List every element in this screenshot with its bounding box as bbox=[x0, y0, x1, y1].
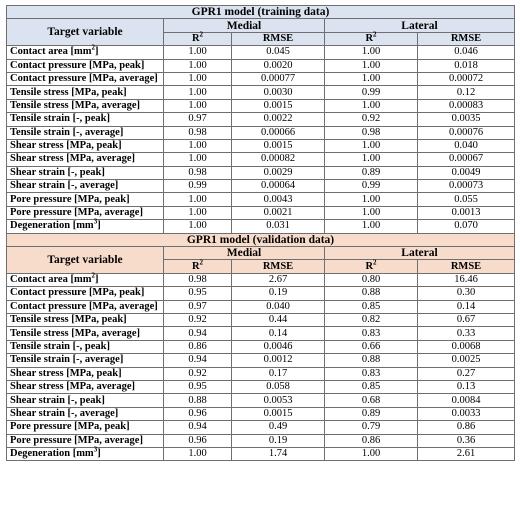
target-variable-cell: Contact area $[mm^2]$ bbox=[7, 273, 164, 286]
training-section bbox=[7, 6, 515, 46]
validation-section bbox=[7, 233, 515, 273]
lateral-r2-cell: 0.89 bbox=[325, 166, 418, 179]
medial-r2-header: $R^2$ bbox=[164, 32, 232, 45]
table-row bbox=[7, 153, 515, 166]
table-row bbox=[7, 313, 515, 326]
lateral-r2-cell: 1.00 bbox=[325, 72, 418, 85]
lateral-r2-cell: 1.00 bbox=[325, 193, 418, 206]
table-row bbox=[7, 380, 515, 393]
table-row bbox=[7, 340, 515, 353]
medial-r2-cell: 0.94 bbox=[164, 421, 232, 434]
medial-r2-cell: 1.00 bbox=[164, 59, 232, 72]
lateral-r2-cell: 1.00 bbox=[325, 139, 418, 152]
target-variable-cell: Contact area $[mm^2]$ bbox=[7, 46, 164, 59]
target-variable-cell: Contact pressure [MPa, peak] bbox=[7, 59, 164, 72]
lateral-rmse-cell: 0.040 bbox=[418, 139, 515, 152]
medial-rmse-cell: 0.0020 bbox=[232, 59, 325, 72]
table-row bbox=[7, 99, 515, 112]
medial-r2-header: $R^2$ bbox=[164, 260, 232, 273]
lateral-r2-cell: 0.88 bbox=[325, 354, 418, 367]
lateral-r2-cell: 0.68 bbox=[325, 394, 418, 407]
medial-rmse-header: RMSE bbox=[232, 32, 325, 45]
medial-r2-cell: 1.00 bbox=[164, 86, 232, 99]
lateral-r2-header: $R^2$ bbox=[325, 32, 418, 45]
medial-r2-cell: 1.00 bbox=[164, 206, 232, 219]
medial-r2-cell: 0.98 bbox=[164, 126, 232, 139]
table-row bbox=[7, 300, 515, 313]
lateral-rmse-cell: 0.055 bbox=[418, 193, 515, 206]
target-variable-cell: Pore pressure [MPa, average] bbox=[7, 434, 164, 447]
target-variable-header: Target variable bbox=[7, 19, 164, 46]
target-variable-cell: Tensile strain [-, average] bbox=[7, 354, 164, 367]
lateral-rmse-cell: 0.30 bbox=[418, 287, 515, 300]
lateral-r2-cell: 0.82 bbox=[325, 313, 418, 326]
table-row bbox=[7, 113, 515, 126]
medial-r2-cell: 0.92 bbox=[164, 367, 232, 380]
target-variable-cell: Degeneration $[mm^3]$ bbox=[7, 220, 164, 233]
lateral-r2-cell: 0.92 bbox=[325, 113, 418, 126]
lateral-rmse-cell: 0.0049 bbox=[418, 166, 515, 179]
lateral-r2-cell: 0.99 bbox=[325, 86, 418, 99]
lateral-rmse-cell: 0.36 bbox=[418, 434, 515, 447]
lateral-r2-cell: 0.85 bbox=[325, 300, 418, 313]
lateral-rmse-cell: 0.046 bbox=[418, 46, 515, 59]
lateral-rmse-cell: 0.00067 bbox=[418, 153, 515, 166]
table-row bbox=[7, 86, 515, 99]
lateral-r2-cell: 1.00 bbox=[325, 46, 418, 59]
lateral-rmse-cell: 0.00083 bbox=[418, 99, 515, 112]
target-variable-cell: Shear stress [MPa, peak] bbox=[7, 367, 164, 380]
target-variable-cell: Shear strain [-, average] bbox=[7, 180, 164, 193]
medial-rmse-cell: 0.0043 bbox=[232, 193, 325, 206]
lateral-r2-cell: 0.86 bbox=[325, 434, 418, 447]
medial-rmse-cell: 0.49 bbox=[232, 421, 325, 434]
medial-r2-cell: 0.92 bbox=[164, 313, 232, 326]
target-variable-cell: Tensile strain [-, peak] bbox=[7, 340, 164, 353]
results-table bbox=[6, 5, 515, 461]
lateral-rmse-cell: 0.0025 bbox=[418, 354, 515, 367]
lateral-rmse-cell: 0.86 bbox=[418, 421, 515, 434]
target-variable-header: Target variable bbox=[7, 247, 164, 274]
lateral-r2-cell: 1.00 bbox=[325, 447, 418, 460]
medial-r2-cell: 1.00 bbox=[164, 447, 232, 460]
lateral-rmse-cell: 0.00072 bbox=[418, 72, 515, 85]
table-row bbox=[7, 139, 515, 152]
table-row bbox=[7, 72, 515, 85]
table-row bbox=[7, 407, 515, 420]
validation-rows bbox=[7, 273, 515, 460]
target-variable-cell: Tensile strain [-, average] bbox=[7, 126, 164, 139]
target-variable-cell: Shear strain [-, average] bbox=[7, 407, 164, 420]
target-variable-cell: Tensile stress [MPa, average] bbox=[7, 99, 164, 112]
medial-rmse-cell: 0.0021 bbox=[232, 206, 325, 219]
lateral-rmse-cell: 0.0035 bbox=[418, 113, 515, 126]
lateral-r2-cell: 0.66 bbox=[325, 340, 418, 353]
medial-rmse-cell: 0.00064 bbox=[232, 180, 325, 193]
target-variable-cell: Shear stress [MPa, peak] bbox=[7, 139, 164, 152]
lateral-r2-cell: 0.89 bbox=[325, 407, 418, 420]
medial-rmse-cell: 0.0015 bbox=[232, 407, 325, 420]
lateral-r2-cell: 1.00 bbox=[325, 220, 418, 233]
target-variable-cell: Pore pressure [MPa, peak] bbox=[7, 421, 164, 434]
table-row bbox=[7, 367, 515, 380]
medial-r2-cell: 1.00 bbox=[164, 72, 232, 85]
medial-r2-cell: 1.00 bbox=[164, 153, 232, 166]
medial-r2-cell: 0.86 bbox=[164, 340, 232, 353]
lateral-r2-cell: 0.83 bbox=[325, 367, 418, 380]
medial-rmse-cell: 0.0053 bbox=[232, 394, 325, 407]
medial-r2-cell: 1.00 bbox=[164, 193, 232, 206]
lateral-rmse-cell: 0.67 bbox=[418, 313, 515, 326]
medial-rmse-cell: 0.058 bbox=[232, 380, 325, 393]
medial-rmse-cell: 0.14 bbox=[232, 327, 325, 340]
table-row bbox=[7, 421, 515, 434]
medial-r2-cell: 1.00 bbox=[164, 220, 232, 233]
lateral-rmse-cell: 0.27 bbox=[418, 367, 515, 380]
medial-rmse-cell: 0.00077 bbox=[232, 72, 325, 85]
table-row bbox=[7, 126, 515, 139]
lateral-r2-cell: 0.88 bbox=[325, 287, 418, 300]
target-variable-cell: Shear stress [MPa, average] bbox=[7, 153, 164, 166]
target-variable-cell: Shear stress [MPa, average] bbox=[7, 380, 164, 393]
medial-rmse-cell: 0.040 bbox=[232, 300, 325, 313]
section-title: GPR1 model (validation data) bbox=[7, 233, 515, 246]
section-title-row bbox=[7, 233, 515, 246]
target-variable-cell: Pore pressure [MPa, average] bbox=[7, 206, 164, 219]
medial-r2-cell: 1.00 bbox=[164, 46, 232, 59]
medial-rmse-cell: 0.19 bbox=[232, 287, 325, 300]
medial-rmse-cell: 0.00066 bbox=[232, 126, 325, 139]
target-variable-cell: Pore pressure [MPa, peak] bbox=[7, 193, 164, 206]
lateral-r2-cell: 1.00 bbox=[325, 206, 418, 219]
group-header-row bbox=[7, 19, 515, 32]
medial-rmse-cell: 0.0046 bbox=[232, 340, 325, 353]
target-variable-cell: Shear strain [-, peak] bbox=[7, 166, 164, 179]
lateral-rmse-cell: 0.33 bbox=[418, 327, 515, 340]
medial-header: Medial bbox=[164, 247, 325, 260]
lateral-rmse-cell: 16.46 bbox=[418, 273, 515, 286]
medial-rmse-header: RMSE bbox=[232, 260, 325, 273]
table-row bbox=[7, 447, 515, 460]
lateral-rmse-cell: 2.61 bbox=[418, 447, 515, 460]
table-row bbox=[7, 287, 515, 300]
medial-rmse-cell: 0.44 bbox=[232, 313, 325, 326]
table-row bbox=[7, 206, 515, 219]
medial-r2-cell: 0.96 bbox=[164, 407, 232, 420]
section-title-row bbox=[7, 6, 515, 19]
lateral-rmse-cell: 0.0068 bbox=[418, 340, 515, 353]
lateral-r2-cell: 0.85 bbox=[325, 380, 418, 393]
lateral-header: Lateral bbox=[325, 247, 515, 260]
medial-r2-cell: 0.96 bbox=[164, 434, 232, 447]
lateral-r2-cell: 0.99 bbox=[325, 180, 418, 193]
lateral-rmse-cell: 0.018 bbox=[418, 59, 515, 72]
lateral-r2-cell: 1.00 bbox=[325, 153, 418, 166]
medial-rmse-cell: 0.0022 bbox=[232, 113, 325, 126]
medial-r2-cell: 1.00 bbox=[164, 139, 232, 152]
medial-rmse-cell: 2.67 bbox=[232, 273, 325, 286]
medial-r2-cell: 0.94 bbox=[164, 327, 232, 340]
target-variable-cell: Contact pressure [MPa, average] bbox=[7, 72, 164, 85]
lateral-rmse-cell: 0.14 bbox=[418, 300, 515, 313]
lateral-r2-cell: 1.00 bbox=[325, 59, 418, 72]
medial-r2-cell: 0.88 bbox=[164, 394, 232, 407]
medial-r2-cell: 0.97 bbox=[164, 113, 232, 126]
table-row bbox=[7, 166, 515, 179]
medial-rmse-cell: 0.19 bbox=[232, 434, 325, 447]
medial-r2-cell: 0.98 bbox=[164, 273, 232, 286]
lateral-rmse-cell: 0.12 bbox=[418, 86, 515, 99]
target-variable-cell: Contact pressure [MPa, average] bbox=[7, 300, 164, 313]
lateral-rmse-cell: 0.00073 bbox=[418, 180, 515, 193]
medial-header: Medial bbox=[164, 19, 325, 32]
table-row bbox=[7, 327, 515, 340]
medial-r2-cell: 0.95 bbox=[164, 380, 232, 393]
group-header-row bbox=[7, 247, 515, 260]
medial-r2-cell: 0.94 bbox=[164, 354, 232, 367]
lateral-r2-cell: 0.83 bbox=[325, 327, 418, 340]
target-variable-cell: Contact pressure [MPa, peak] bbox=[7, 287, 164, 300]
medial-r2-cell: 0.98 bbox=[164, 166, 232, 179]
table-row bbox=[7, 434, 515, 447]
lateral-r2-header: $R^2$ bbox=[325, 260, 418, 273]
lateral-rmse-cell: 0.070 bbox=[418, 220, 515, 233]
target-variable-cell: Degeneration $[mm^3]$ bbox=[7, 447, 164, 460]
table-row bbox=[7, 220, 515, 233]
section-title: GPR1 model (training data) bbox=[7, 6, 515, 19]
lateral-rmse-cell: 0.13 bbox=[418, 380, 515, 393]
table-row bbox=[7, 394, 515, 407]
lateral-r2-cell: 0.80 bbox=[325, 273, 418, 286]
medial-rmse-cell: 1.74 bbox=[232, 447, 325, 460]
lateral-rmse-cell: 0.0013 bbox=[418, 206, 515, 219]
target-variable-cell: Tensile stress [MPa, peak] bbox=[7, 86, 164, 99]
medial-rmse-cell: 0.0012 bbox=[232, 354, 325, 367]
target-variable-cell: Tensile stress [MPa, peak] bbox=[7, 313, 164, 326]
target-variable-cell: Tensile stress [MPa, average] bbox=[7, 327, 164, 340]
medial-r2-cell: 0.99 bbox=[164, 180, 232, 193]
medial-rmse-cell: 0.00082 bbox=[232, 153, 325, 166]
lateral-rmse-header: RMSE bbox=[418, 32, 515, 45]
lateral-rmse-cell: 0.00076 bbox=[418, 126, 515, 139]
medial-rmse-cell: 0.0029 bbox=[232, 166, 325, 179]
lateral-header: Lateral bbox=[325, 19, 515, 32]
medial-rmse-cell: 0.045 bbox=[232, 46, 325, 59]
table-row bbox=[7, 354, 515, 367]
table-row bbox=[7, 273, 515, 286]
lateral-r2-cell: 1.00 bbox=[325, 99, 418, 112]
table-row bbox=[7, 59, 515, 72]
medial-r2-cell: 1.00 bbox=[164, 99, 232, 112]
medial-rmse-cell: 0.17 bbox=[232, 367, 325, 380]
table-row bbox=[7, 180, 515, 193]
lateral-r2-cell: 0.98 bbox=[325, 126, 418, 139]
table-row bbox=[7, 193, 515, 206]
lateral-r2-cell: 0.79 bbox=[325, 421, 418, 434]
medial-rmse-cell: 0.0030 bbox=[232, 86, 325, 99]
table-row bbox=[7, 46, 515, 59]
medial-r2-cell: 0.95 bbox=[164, 287, 232, 300]
training-rows bbox=[7, 43, 515, 233]
target-variable-cell: Tensile strain [-, peak] bbox=[7, 113, 164, 126]
medial-rmse-cell: 0.031 bbox=[232, 220, 325, 233]
lateral-rmse-cell: 0.0033 bbox=[418, 407, 515, 420]
medial-r2-cell: 0.97 bbox=[164, 300, 232, 313]
medial-rmse-cell: 0.0015 bbox=[232, 139, 325, 152]
lateral-rmse-header: RMSE bbox=[418, 260, 515, 273]
lateral-rmse-cell: 0.0084 bbox=[418, 394, 515, 407]
medial-rmse-cell: 0.0015 bbox=[232, 99, 325, 112]
target-variable-cell: Shear strain [-, peak] bbox=[7, 394, 164, 407]
